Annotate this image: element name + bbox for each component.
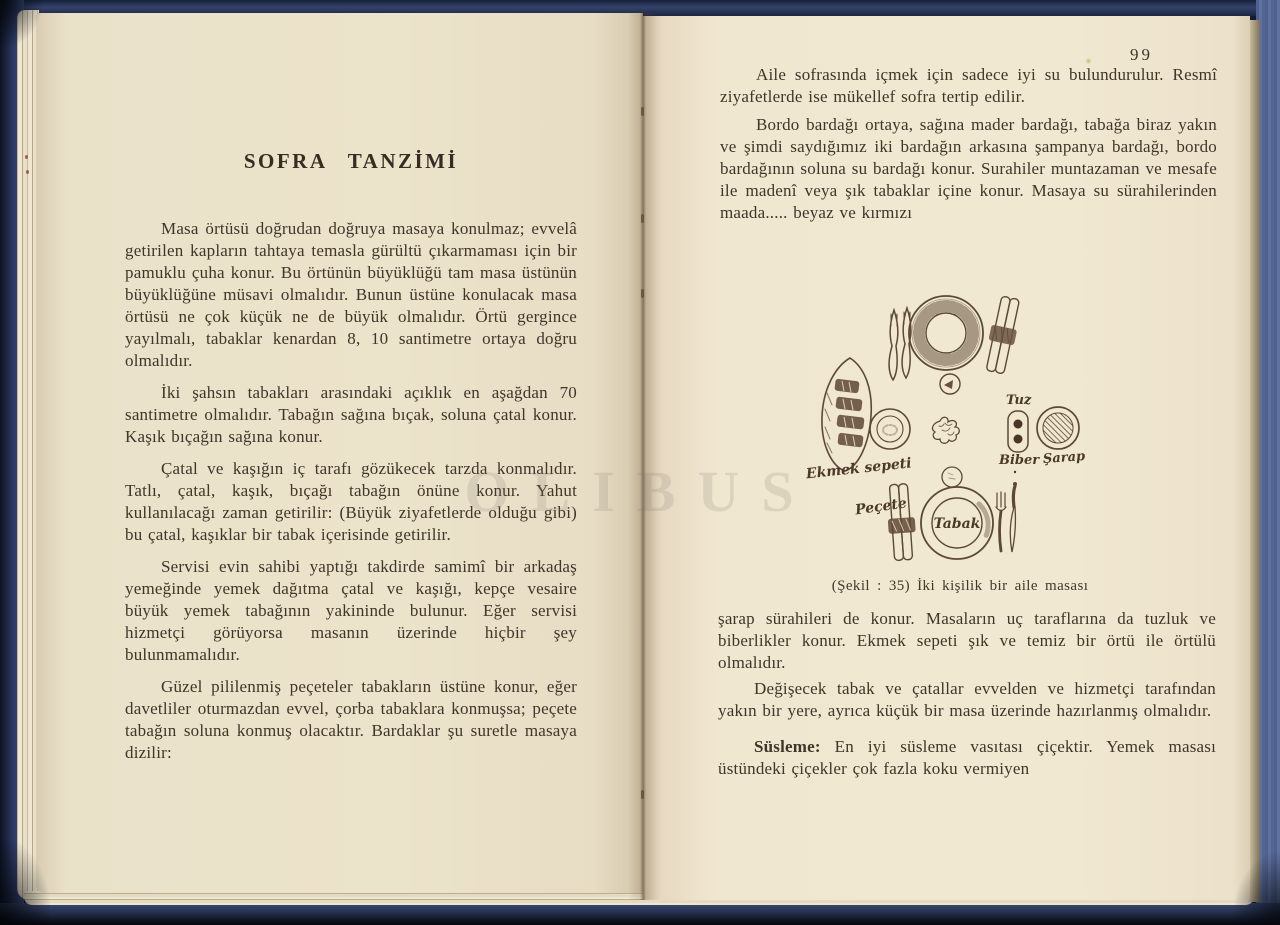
book-cover-bottom-edge xyxy=(0,903,1280,925)
corner-shadow-bottom-right xyxy=(1232,852,1280,925)
page-edge-speck xyxy=(25,155,28,159)
gutter-stitch xyxy=(641,107,644,116)
label-sarap: Şarap xyxy=(1042,449,1086,467)
left-paragraph-1: Masa örtüsü doğrudan doğruya masaya konulmaz; evvelâ getirilen kapların tahtaya temasla gürültü çıkarmaması için bir pamuklu çuha konur. Bu örtünün büyüklüğü tam masa üstünün büyüklüğüne müsavi olmalıdır. Bunun üstüne konulacak masa örtüsü ne çok küçük ne de büyük olmalıdır. Örtü gergince yayılmalı, tabaklar kenardan 8, 10 santimetre ortaya doğru olmalıdır. xyxy=(125,219,577,370)
left-paragraph-3: Çatal ve kaşığın iç tarafı gözükecek tarzda konmalıdır. Tatlı, çatal, kaşık, bıçağı tabağın önüne konur. Yahut kullanılacağı zaman getirilir: (Büyük ziyafetlerde olduğu gibi) bu çatal, kaşıklar bir tabak içerisinde getirilir. xyxy=(125,459,577,544)
left-page-text-column xyxy=(125,150,577,774)
figure-caption: (Şekil : 35) İki kişilik bir aile masası xyxy=(831,578,1089,594)
right-paragraph-1: Aile sofrasında içmek için sadece iyi su bulundurulur. Resmî ziyafetlerde ise mükellef sofra tertip edilir. xyxy=(720,65,1217,106)
right-paragraph-susleme xyxy=(718,736,1216,780)
susleme-text: En iyi süsleme vasıtası çiçektir. Yemek masası üstündeki çiçekler çok fazla koku vermiyen xyxy=(718,737,1216,778)
gutter-stitch xyxy=(641,289,644,298)
label-biber: Biber xyxy=(999,453,1040,468)
upper-plate-drawing xyxy=(909,296,983,370)
label-pecete: Peçete xyxy=(854,495,908,519)
small-dish-drawing xyxy=(940,374,960,394)
susleme-lead: Süsleme: xyxy=(754,737,821,756)
page-edge-speck xyxy=(26,170,29,174)
table-setting-drawing xyxy=(791,289,1099,601)
wine-glass-drawing xyxy=(1037,407,1079,449)
right-paragraph-3: şarap sürahileri de konur. Masaların uç taraflarına da tuzluk ve biberlikler konur. Ekmek sepeti şık ve temiz bir örtü ile örtülü olmalıdır. xyxy=(718,609,1216,672)
book-gutter xyxy=(628,13,658,900)
lower-napkin-drawing xyxy=(885,483,917,561)
right-paragraph-4: Değişecek tabak ve çatallar evvelden ve hizmetçi tarafından yakın bir yere, ayrıca küçük bir masa üzerinde hazırlanmış olmalıdır. xyxy=(718,679,1216,720)
flowers-drawing xyxy=(933,417,960,443)
left-paragraph-4: Servisi evin sahibi yaptığı takdirde samimî bir arkadaş yemeğinde yemek dağıtma çatal ve kaşığı, kepçe vesaire büyük yemek tabağının yakininde bulunur. Eğer servisi hizmetçi görüyorsa masanın üzerinde hiçbir şey bulunmamalıdır. xyxy=(125,557,577,664)
label-tabak: Tabak xyxy=(933,516,981,532)
right-page-bottom-column xyxy=(718,608,1216,780)
gutter-stitch xyxy=(641,790,644,799)
forks-drawing xyxy=(889,308,911,380)
label-tuz: Tuz xyxy=(1006,393,1032,408)
corner-shadow-top-left xyxy=(0,0,44,50)
table-setting-figure xyxy=(791,289,1099,601)
gutter-stitch xyxy=(641,214,644,223)
upper-napkin-drawing xyxy=(982,295,1023,375)
chapter-title: SOFRA TANZİMİ xyxy=(243,149,459,173)
fork-knife-drawing xyxy=(996,482,1017,552)
small-dish2-drawing xyxy=(942,467,962,487)
right-page-top-column xyxy=(720,64,1217,234)
corner-shadow-bottom-left xyxy=(0,840,50,925)
page-number: 99 xyxy=(1130,45,1153,64)
label-ekmek-sepeti: Ekmek sepeti xyxy=(805,455,913,483)
page-stain xyxy=(1085,58,1092,64)
left-paragraph-5: Güzel pililenmiş peçeteler tabakların üstüne konur, eğer davetliler oturmazdan evvel, çorba tabaklara konmuşsa; peçete tabağın soluna konmuş olacaktır. Bardaklar şu suretle masaya dizilir: xyxy=(125,677,577,762)
left-paragraph-2: İki şahsın tabakları arasındaki açıklık en aşağdan 70 santimetre olmalıdır. Tabağın sağına bıçak, soluna çatal konur. Kaşık bıçağın sağına konur. xyxy=(125,383,577,446)
bread-basket-drawing xyxy=(822,358,871,471)
small-plate-drawing xyxy=(870,409,910,449)
right-paragraph-2: Bordo bardağı ortaya, sağına mader bardağı, tabağa biraz yakın ve şimdi saydığımız iki bardağın arkasına şampanya bardağı, bordo bardağının soluna su bardağı konur. Surahiler muntazaman ve mesafe ile madenî veya şık tabaklar içine konur. Masaya su sürahilerinden maada..... beyaz ve kırmızı xyxy=(720,115,1217,222)
